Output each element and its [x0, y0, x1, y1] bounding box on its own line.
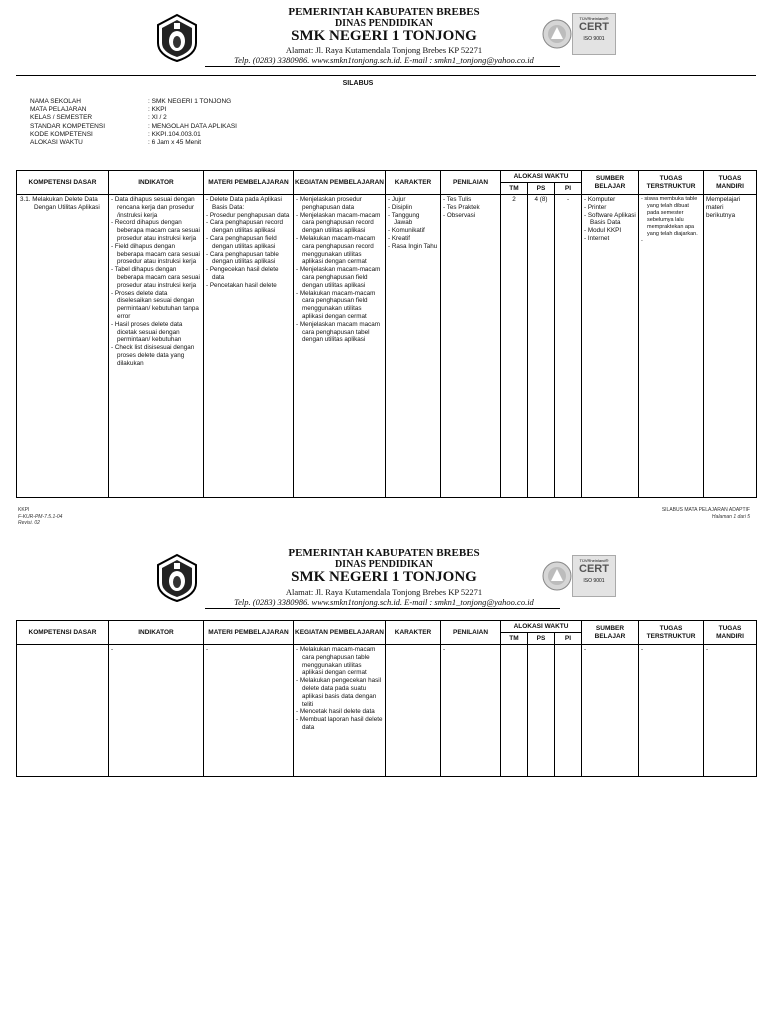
cell-kegiatan — [294, 195, 386, 498]
cell-kompetensi-dasar — [17, 645, 109, 777]
list-item: - Menjelaskan prosedur penghapusan data — [296, 196, 362, 211]
footer-form-code: F-KUR-PM-7.5.1-04 — [18, 513, 63, 520]
header-rule — [205, 66, 560, 67]
header-government: PEMERINTAH KABUPATEN BREBES — [288, 6, 480, 18]
syllabus-table-page1 — [16, 170, 757, 498]
list-item: - Rasa Ingin Tahu — [388, 242, 438, 250]
col-tugas-mandiri: TUGAS MANDIRI — [704, 621, 757, 645]
col-indikator: INDIKATOR — [109, 621, 204, 645]
info-value: : 6 Jam x 45 Menit — [148, 139, 202, 147]
cert-iso: ISO 9001 — [583, 578, 605, 584]
col-kompetensi-dasar: KOMPETENSI DASAR — [17, 621, 109, 645]
col-kegiatan: KEGIATAN PEMBELAJARAN — [294, 171, 386, 195]
cell-karakter — [386, 645, 441, 777]
col-sumber-belajar: SUMBER BELAJAR — [582, 621, 639, 645]
list-item: - Tes Tulis — [443, 196, 472, 203]
list-item: - siswa membuka table yang telah dibuat pada semester sebelumya lalu mempraktekan apa yang telah diajarkan. — [641, 196, 698, 237]
syllabus-table-page2 — [16, 620, 757, 777]
cell-pi: - — [555, 195, 582, 498]
cell-penilaian — [441, 195, 501, 498]
list-item: - Tabel dihapus dengan beberapa macam cara sesuai prosedur atau instruksi kerja — [111, 266, 200, 289]
col-karakter: KARAKTER — [386, 171, 441, 195]
list-item: - Record dihapus dengan beberapa macam cara sesuai prosedur atau instruksi kerja — [111, 219, 200, 242]
header-school-name: SMK NEGERI 1 TONJONG — [291, 28, 477, 44]
brebes-regency-logo-icon — [152, 553, 202, 603]
cell-materi: - — [204, 645, 294, 777]
col-kompetensi-dasar: KOMPETENSI DASAR — [17, 171, 109, 195]
cert-brand: TÜVRheinland® — [579, 558, 609, 563]
list-item: - Mencetak hasil delete data — [296, 708, 375, 716]
header-department: DINAS PENDIDIKAN — [334, 559, 434, 570]
list-item: - Delete Data pada Aplikasi Basis Data: — [206, 196, 282, 211]
syllabus-info — [30, 98, 237, 147]
list-item: - Prosedur penghapusan data — [206, 211, 290, 219]
col-karakter: KARAKTER — [386, 621, 441, 645]
cell-pi — [555, 645, 582, 777]
col-ps: PS — [528, 633, 555, 645]
cell-tugas-terstruktur — [639, 195, 704, 498]
col-alokasi-waktu: ALOKASI WAKTU — [501, 621, 582, 633]
list-item: - Proses delete data diselesaikan sesuai dengan permintaan/ kebutuhan tanpa error — [111, 289, 199, 320]
col-tm: TM — [501, 183, 528, 195]
info-key: MATA PELAJARAN — [30, 106, 87, 114]
list-item: - Menjelaskan macam-macam cara penghapusan record dengan utilitas aplikasi — [296, 211, 381, 235]
cell-indikator — [109, 195, 204, 498]
col-sumber-belajar: SUMBER BELAJAR — [582, 171, 639, 195]
list-item: - Hasil proses delete data dicetak sesuai dengan permintaan/ kebutuhan — [111, 320, 183, 344]
list-item: - Modul KKPI — [584, 227, 622, 235]
cell-tugas-mandiri: - — [704, 645, 757, 777]
cell-kompetensi-dasar: 3.1. Melakukan Delete Data Dengan Utilitas Aplikasi — [17, 195, 109, 498]
cell-materi — [204, 195, 294, 498]
col-materi: MATERI PEMBELAJARAN — [204, 621, 294, 645]
col-ps: PS — [528, 183, 555, 195]
list-item: - Check list disisesuai dengan proses delete data yang dilakukan — [111, 344, 195, 367]
list-item: - Kreatif — [388, 234, 411, 242]
cert-iso: ISO 9001 — [583, 36, 605, 42]
list-item: - Menjelaskan macam macam cara penghapusan tabel dengan utilitas aplikasi — [296, 320, 380, 344]
header-department: DINAS PENDIDIKAN — [334, 18, 434, 29]
info-row — [30, 114, 237, 122]
list-item: - Melakukan macam-macam cara penghapusan record menggunakan utilitas aplikasi dengan cermat — [296, 234, 376, 266]
col-alokasi-waktu: ALOKASI WAKTU — [501, 171, 582, 183]
cell-tm — [501, 645, 528, 777]
cell-indikator: - — [109, 645, 204, 777]
list-item: - Software Aplikasi Basis Data — [584, 211, 636, 227]
header-contact: Telp. (0283) 3380986. www.smkn1tonjong.sch.id. E-mail : smkn1_tonjong@yahoo.co.id — [234, 55, 534, 65]
col-penilaian: PENILAIAN — [441, 171, 501, 195]
footer-left — [18, 507, 62, 527]
iso-cert-badge — [542, 555, 614, 597]
footer-subject: KKPI — [18, 507, 30, 513]
col-tugas-terstruktur: TUGAS TERSTRUKTUR — [639, 171, 704, 195]
header-address: Alamat: Jl. Raya Kutamendala Tonjong Brebes KP 52271 — [285, 45, 483, 55]
list-item: - Komputer — [584, 196, 616, 203]
cell-sumber-belajar — [582, 195, 639, 498]
table-row — [17, 195, 757, 498]
header-rule — [205, 608, 560, 609]
cert-word: CERT — [579, 563, 609, 575]
list-item: - — [641, 238, 643, 244]
tuv-cert-icon — [542, 556, 572, 596]
cell-ps — [528, 645, 555, 777]
footer-page-number: Halaman 1 dari 5 — [711, 513, 750, 520]
info-key: STANDAR KOMPETENSI — [30, 122, 106, 130]
list-item: - Disiplin — [388, 203, 413, 211]
list-item: - Menjelaskan macam-macam cara penghapusan field dengan utilitas aplikasi — [296, 266, 381, 289]
cert-brand: TÜVRheinland® — [579, 16, 609, 21]
col-tugas-terstruktur: TUGAS TERSTRUKTUR — [639, 621, 704, 645]
cell-kegiatan — [294, 645, 386, 777]
cell-tugas-terstruktur: - — [639, 645, 704, 777]
list-item: - Tes Praktek — [443, 203, 480, 211]
col-tugas-mandiri: TUGAS MANDIRI — [704, 171, 757, 195]
col-tm: TM — [501, 633, 528, 645]
col-penilaian: PENILAIAN — [441, 621, 501, 645]
cell-penilaian: - — [441, 645, 501, 777]
info-value: : KKPI.104.003.01 — [148, 130, 201, 138]
cell-sumber-belajar: - — [582, 645, 639, 777]
info-row — [30, 139, 237, 147]
col-materi: MATERI PEMBELAJARAN — [204, 171, 294, 195]
list-item: - Komunikatif — [388, 227, 425, 235]
cell-ps: 4 (8) — [528, 195, 555, 498]
cell-karakter — [386, 195, 441, 498]
list-item: - Field dihapus dengan beberapa macam cara sesuai prosedur atau instruksi kerja — [111, 242, 200, 266]
info-row — [30, 123, 237, 131]
info-row — [30, 98, 237, 106]
list-item: - Membuat laporan hasil delete data — [296, 716, 383, 731]
footer-title: SILABUS MATA PELAJARAN ADAPTIF — [661, 507, 750, 513]
info-key: KELAS / SEMESTER — [30, 114, 93, 122]
list-item: - Melakukan macam-macam cara penghapusan field menggunakan utilitas aplikasi dengan cermat — [296, 289, 376, 320]
list-item: - Data dihapus sesuai dengan rencana kerja dan prosedur /instruksi kerja — [111, 196, 195, 219]
cert-word: CERT — [579, 21, 609, 33]
cell-tm: 2 — [501, 195, 528, 498]
col-pi: PI — [555, 633, 582, 645]
col-kegiatan: KEGIATAN PEMBELAJARAN — [294, 621, 386, 645]
header-school-name: SMK NEGERI 1 TONJONG — [291, 569, 477, 585]
list-item: - Observasi — [443, 211, 476, 219]
header-government: PEMERINTAH KABUPATEN BREBES — [288, 547, 480, 559]
title-rule — [16, 75, 756, 76]
list-item: - Cara penghapusan table dengan utilitas aplikasi — [206, 250, 279, 266]
list-item: - Printer — [584, 203, 607, 211]
list-item: - Melakukan pengecekan hasil delete data pada suatu aplikasi basis data dengan teliti — [296, 677, 382, 708]
info-row — [30, 106, 237, 114]
cell-tugas-mandiri: Mempelajari materi berikutnya — [704, 195, 757, 498]
footer-revision: Revisi. 02 — [18, 520, 40, 526]
footer-right — [560, 507, 750, 520]
table-row — [17, 645, 757, 777]
info-row — [30, 131, 237, 139]
list-item: - Cara penghapusan field dengan utilitas aplikasi — [206, 234, 277, 250]
info-key: NAMA SEKOLAH — [30, 98, 81, 105]
info-value: : XI / 2 — [148, 114, 167, 122]
info-value: : SMK NEGERI 1 TONJONG — [148, 98, 232, 105]
col-indikator: INDIKATOR — [109, 171, 204, 195]
info-value: : KKPI — [148, 106, 167, 114]
header-address: Alamat: Jl. Raya Kutamendala Tonjong Brebes KP 52271 — [285, 587, 483, 597]
header-contact: Telp. (0283) 3380986. www.smkn1tonjong.sch.id. E-mail : smkn1_tonjong@yahoo.co.id — [234, 597, 534, 607]
list-item: - Internet — [584, 234, 610, 242]
list-item: - Jujur — [388, 196, 406, 203]
iso-cert-badge — [542, 13, 614, 55]
tuv-cert-icon — [542, 14, 572, 54]
info-key: KODE KOMPETENSI — [30, 130, 93, 138]
list-item: - Cara penghapusan record dengan utilitas aplikasi — [206, 219, 284, 235]
list-item: - Melakukan macam-macam cara penghapusan table menggunakan utilitas aplikasi dengan cermat — [296, 646, 376, 677]
info-value: : MENGOLAH DATA APLIKASI — [148, 122, 237, 130]
document-title: SILABUS — [342, 80, 374, 87]
list-item: - Pengecekan hasil delete data — [206, 266, 279, 281]
list-item: - Tanggung Jawab — [388, 211, 420, 227]
list-item: - Pencetakan hasil delete — [206, 281, 277, 289]
col-pi: PI — [555, 183, 582, 195]
info-key: ALOKASI WAKTU — [30, 139, 83, 147]
